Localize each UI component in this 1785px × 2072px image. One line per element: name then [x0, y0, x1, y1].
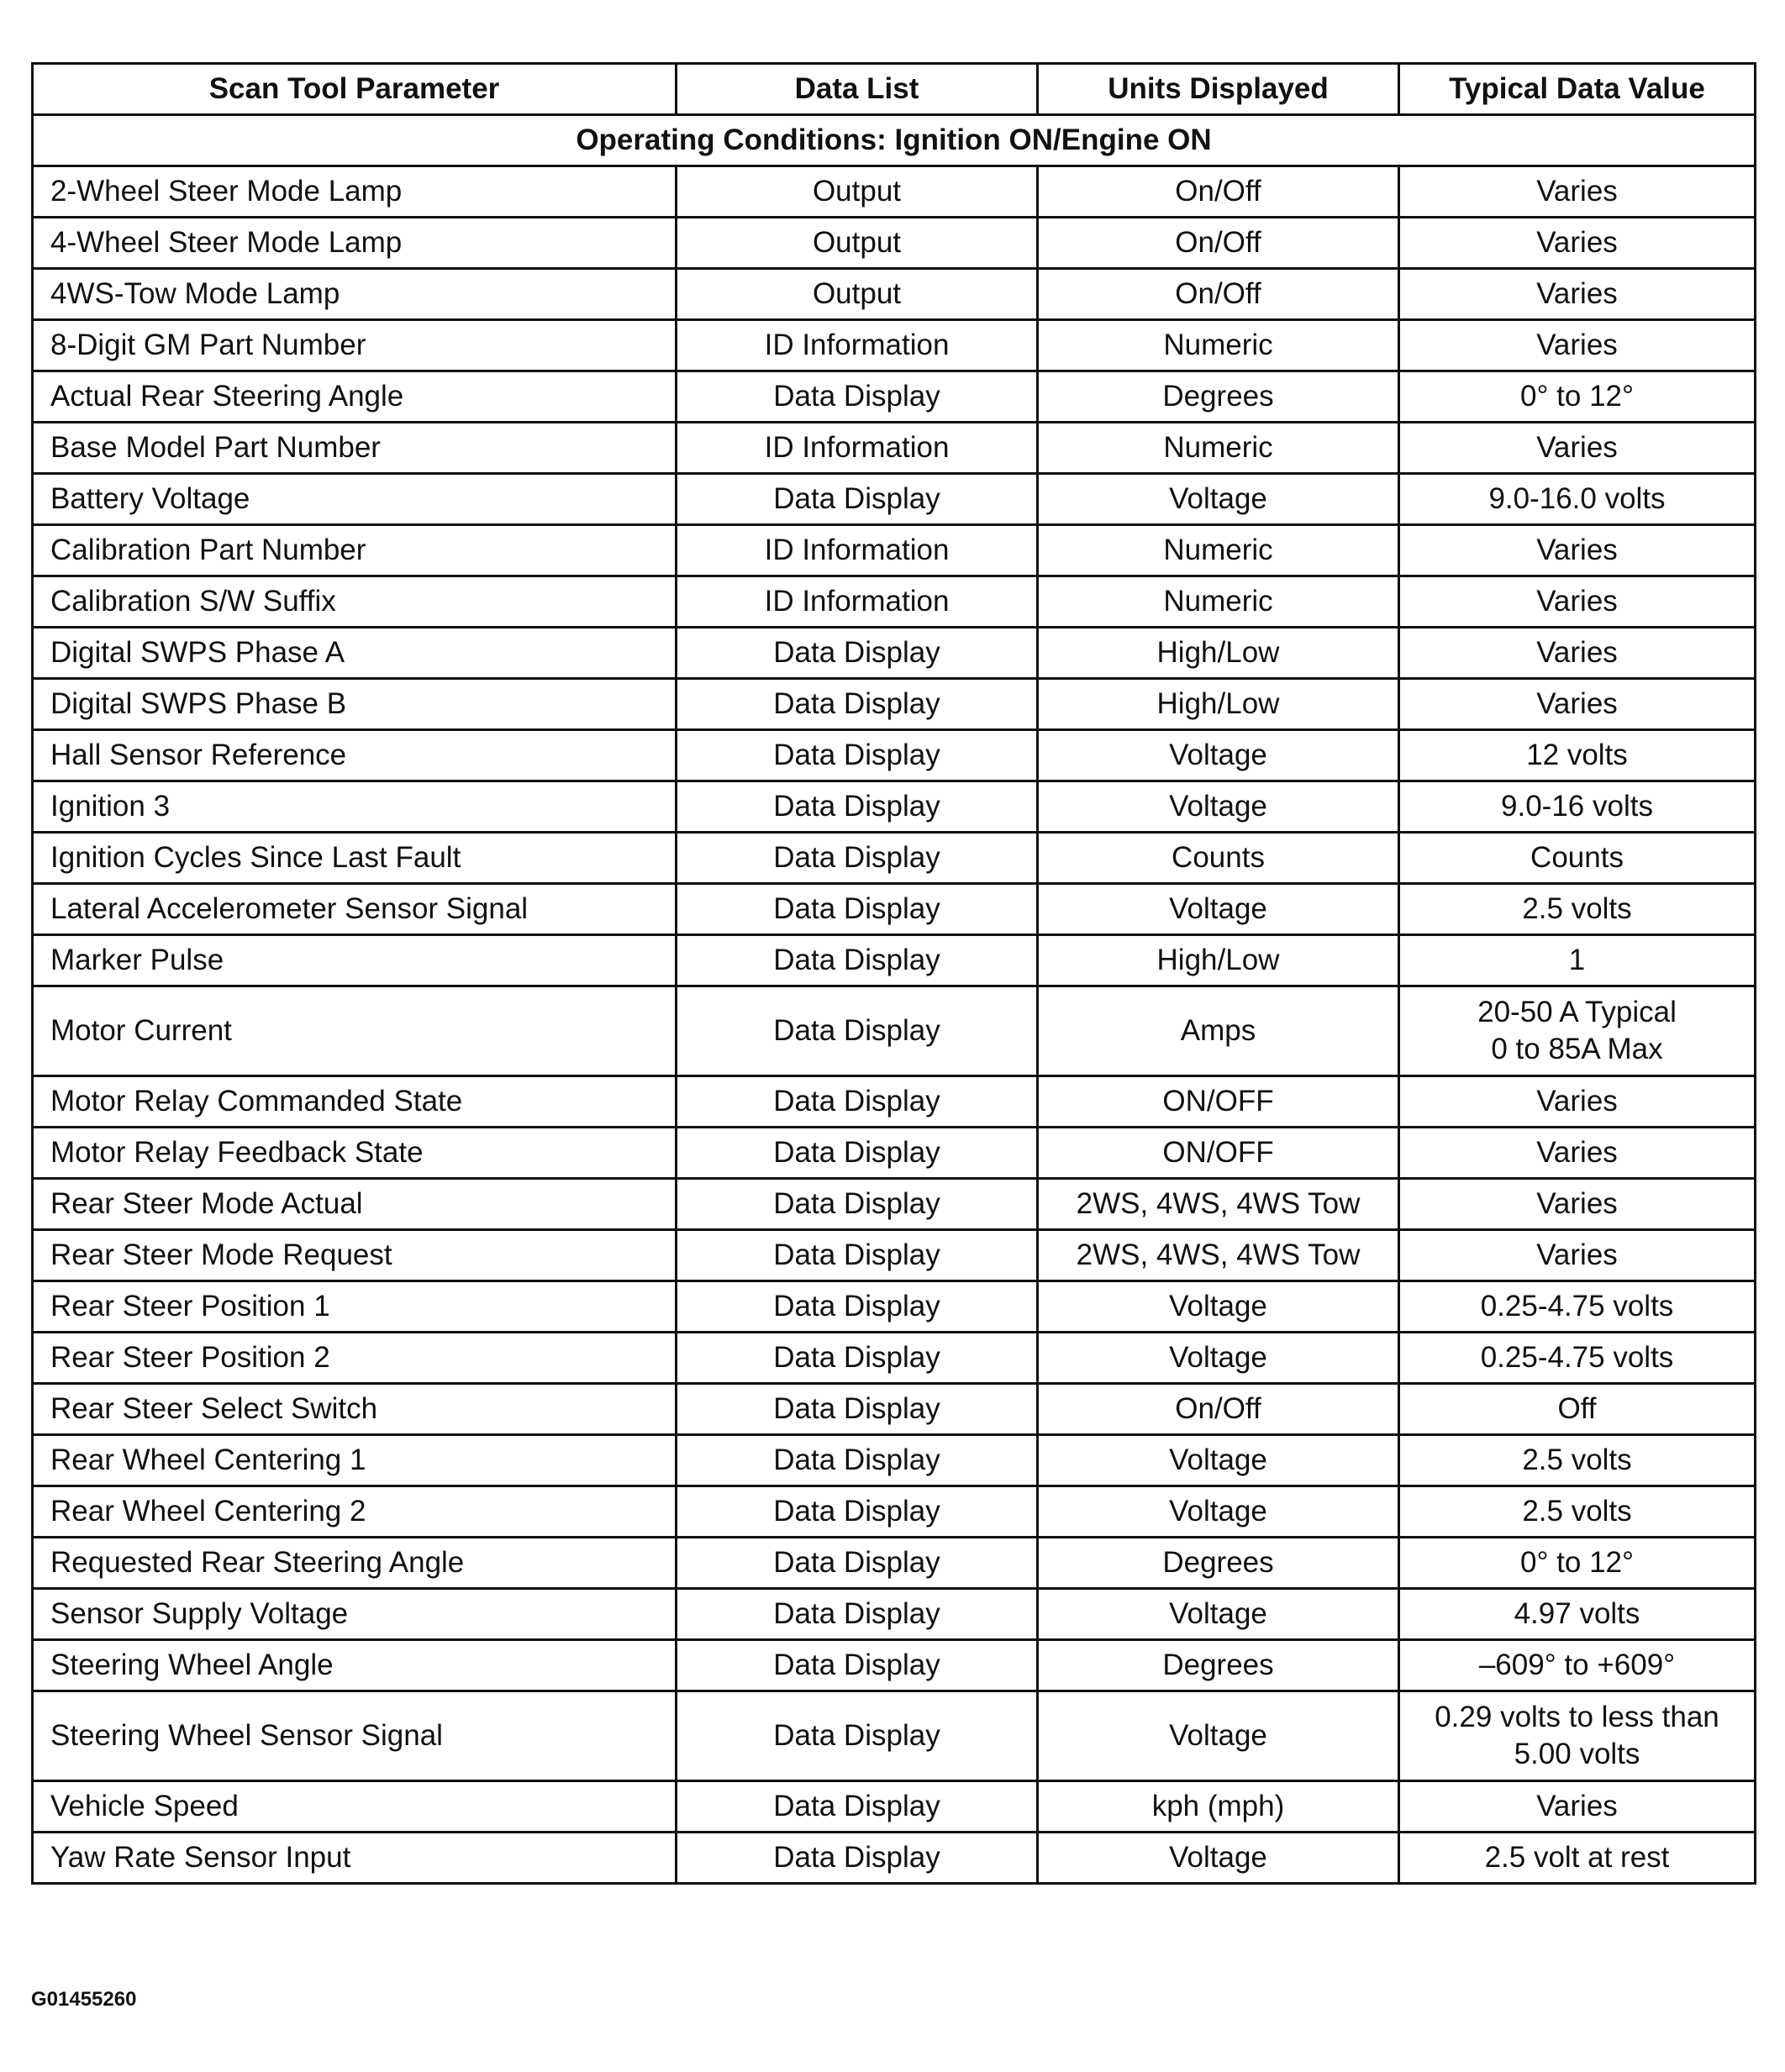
cell-units: Voltage [1038, 1281, 1399, 1333]
cell-typical-value [1399, 371, 1756, 423]
cell-parameter: Calibration Part Number [33, 525, 677, 576]
table-row [33, 1691, 1756, 1781]
table-row [33, 679, 1756, 730]
header-scan-tool-parameter: Scan Tool Parameter [33, 64, 677, 115]
cell-typical-value [1399, 1589, 1756, 1640]
cell-typical-value [1399, 1538, 1756, 1589]
cell-typical-value [1399, 1230, 1756, 1281]
cell-units: 2WS, 4WS, 4WS Tow [1038, 1230, 1399, 1281]
cell-data-list: Data Display [677, 781, 1038, 833]
cell-units: Numeric [1038, 525, 1399, 576]
figure-id: G01455260 [31, 1988, 137, 2011]
table-row [33, 935, 1756, 986]
cell-parameter: Hall Sensor Reference [33, 730, 677, 781]
cell-data-list: Data Display [677, 833, 1038, 884]
typical-value-line: Varies [1536, 1187, 1618, 1220]
cell-parameter: Sensor Supply Voltage [33, 1589, 677, 1640]
cell-data-list: Data Display [677, 1333, 1038, 1384]
cell-units: High/Low [1038, 679, 1399, 730]
typical-value-line: Varies [1536, 1790, 1618, 1822]
cell-data-list: Output [677, 166, 1038, 218]
cell-units: Amps [1038, 986, 1399, 1076]
cell-units: Voltage [1038, 474, 1399, 525]
cell-typical-value [1399, 1179, 1756, 1230]
cell-typical-value [1399, 320, 1756, 371]
table-row [33, 1538, 1756, 1589]
cell-typical-value [1399, 781, 1756, 833]
cell-data-list: Data Display [677, 1781, 1038, 1833]
cell-typical-value [1399, 884, 1756, 935]
cell-units: Numeric [1038, 423, 1399, 474]
cell-typical-value [1399, 423, 1756, 474]
cell-typical-value [1399, 166, 1756, 218]
cell-data-list: Data Display [677, 1281, 1038, 1333]
scan-tool-data-table [31, 62, 1756, 1885]
typical-value-line: Varies [1536, 1238, 1618, 1271]
table-row [33, 730, 1756, 781]
table-row [33, 833, 1756, 884]
cell-units: ON/OFF [1038, 1128, 1399, 1179]
typical-value-line: 1 [1568, 944, 1586, 976]
cell-parameter: Motor Relay Commanded State [33, 1076, 677, 1128]
cell-parameter: Base Model Part Number [33, 423, 677, 474]
cell-data-list: Data Display [677, 1486, 1038, 1538]
cell-typical-value [1399, 986, 1756, 1076]
cell-parameter: Marker Pulse [33, 935, 677, 986]
cell-data-list: Data Display [677, 1384, 1038, 1435]
table-row [33, 1179, 1756, 1230]
table-row [33, 986, 1756, 1076]
typical-value-line: –609° to +609° [1478, 1649, 1676, 1681]
table-row [33, 320, 1756, 371]
cell-typical-value [1399, 269, 1756, 320]
section-heading: Operating Conditions: Ignition ON/Engine ON [33, 115, 1756, 166]
typical-value-line: Varies [1536, 431, 1618, 464]
header-units-displayed: Units Displayed [1038, 64, 1399, 115]
cell-parameter: Actual Rear Steering Angle [33, 371, 677, 423]
cell-data-list: Output [677, 269, 1038, 320]
cell-parameter: Steering Wheel Angle [33, 1640, 677, 1691]
table-row [33, 269, 1756, 320]
table-row [33, 1486, 1756, 1538]
typical-value-line: Counts [1530, 841, 1624, 874]
typical-value-line: Varies [1536, 277, 1618, 310]
cell-parameter: 8-Digit GM Part Number [33, 320, 677, 371]
table-row [33, 1076, 1756, 1128]
table-row [33, 166, 1756, 218]
cell-parameter: Rear Wheel Centering 2 [33, 1486, 677, 1538]
table-row [33, 1333, 1756, 1384]
typical-value-line: 2.5 volts [1522, 1495, 1632, 1528]
typical-value-line: 12 volts [1526, 739, 1628, 771]
table-row [33, 423, 1756, 474]
cell-units: Voltage [1038, 781, 1399, 833]
section-row [33, 115, 1756, 166]
cell-parameter: Motor Relay Feedback State [33, 1128, 677, 1179]
cell-typical-value [1399, 1833, 1756, 1884]
cell-parameter: Vehicle Speed [33, 1781, 677, 1833]
typical-value-line: Varies [1536, 175, 1618, 208]
table-row [33, 1589, 1756, 1640]
cell-parameter: 2-Wheel Steer Mode Lamp [33, 166, 677, 218]
cell-parameter: 4-Wheel Steer Mode Lamp [33, 218, 677, 269]
cell-typical-value [1399, 730, 1756, 781]
cell-parameter: Rear Steer Mode Actual [33, 1179, 677, 1230]
cell-data-list: Data Display [677, 1230, 1038, 1281]
cell-units: On/Off [1038, 269, 1399, 320]
cell-typical-value [1399, 1281, 1756, 1333]
cell-parameter: Rear Steer Position 1 [33, 1281, 677, 1333]
cell-units: Voltage [1038, 1833, 1399, 1884]
cell-parameter: Digital SWPS Phase A [33, 628, 677, 679]
cell-data-list: Data Display [677, 1538, 1038, 1589]
typical-value-line: 20-50 A Typical [1477, 996, 1677, 1028]
cell-typical-value [1399, 628, 1756, 679]
cell-units: Voltage [1038, 730, 1399, 781]
cell-units: Voltage [1038, 1333, 1399, 1384]
typical-value-line: 2.5 volt at rest [1484, 1841, 1670, 1874]
cell-units: On/Off [1038, 166, 1399, 218]
cell-data-list: Data Display [677, 1076, 1038, 1128]
cell-units: Voltage [1038, 1435, 1399, 1486]
cell-data-list: Output [677, 218, 1038, 269]
cell-parameter: Calibration S/W Suffix [33, 576, 677, 628]
table-row [33, 1384, 1756, 1435]
typical-value-line: 9.0-16.0 volts [1488, 482, 1666, 515]
cell-typical-value [1399, 833, 1756, 884]
typical-value-line: Varies [1536, 1085, 1618, 1118]
table-row [33, 628, 1756, 679]
cell-typical-value [1399, 1691, 1756, 1781]
cell-data-list: Data Display [677, 1691, 1038, 1781]
cell-parameter: Rear Steer Mode Request [33, 1230, 677, 1281]
cell-units: Degrees [1038, 1538, 1399, 1589]
cell-data-list: Data Display [677, 1128, 1038, 1179]
cell-typical-value [1399, 1076, 1756, 1128]
table-row [33, 884, 1756, 935]
typical-value-line: 4.97 volts [1514, 1597, 1640, 1630]
cell-typical-value [1399, 1384, 1756, 1435]
cell-data-list: Data Display [677, 474, 1038, 525]
header-data-list: Data List [677, 64, 1038, 115]
cell-data-list: ID Information [677, 576, 1038, 628]
typical-value-line: Varies [1536, 226, 1618, 259]
table-row [33, 371, 1756, 423]
cell-parameter: Ignition 3 [33, 781, 677, 833]
cell-units: 2WS, 4WS, 4WS Tow [1038, 1179, 1399, 1230]
cell-data-list: Data Display [677, 884, 1038, 935]
typical-value-line: Varies [1536, 1136, 1618, 1169]
table-row [33, 1230, 1756, 1281]
table-row [33, 1640, 1756, 1691]
typical-value-line: Varies [1536, 636, 1618, 669]
typical-value-line: Varies [1536, 534, 1618, 566]
cell-typical-value [1399, 218, 1756, 269]
typical-value-line: 5.00 volts [1514, 1738, 1640, 1770]
cell-parameter: Rear Wheel Centering 1 [33, 1435, 677, 1486]
cell-data-list: Data Display [677, 679, 1038, 730]
cell-typical-value [1399, 1128, 1756, 1179]
table-row [33, 525, 1756, 576]
cell-parameter: Steering Wheel Sensor Signal [33, 1691, 677, 1781]
cell-typical-value [1399, 576, 1756, 628]
cell-data-list: Data Display [677, 1833, 1038, 1884]
cell-typical-value [1399, 1435, 1756, 1486]
typical-value-line: 0.25-4.75 volts [1480, 1341, 1674, 1374]
cell-parameter: Motor Current [33, 986, 677, 1076]
typical-value-line: 2.5 volts [1522, 892, 1632, 925]
cell-units: Voltage [1038, 1486, 1399, 1538]
cell-data-list: Data Display [677, 1179, 1038, 1230]
cell-data-list: Data Display [677, 628, 1038, 679]
cell-typical-value [1399, 474, 1756, 525]
cell-parameter: Lateral Accelerometer Sensor Signal [33, 884, 677, 935]
cell-parameter: Rear Steer Select Switch [33, 1384, 677, 1435]
typical-value-line: 0 to 85A Max [1491, 1033, 1663, 1065]
typical-value-line: 9.0-16 volts [1501, 790, 1653, 823]
cell-units: Counts [1038, 833, 1399, 884]
cell-units: High/Low [1038, 628, 1399, 679]
typical-value-line: 0.29 volts to less than [1435, 1701, 1719, 1733]
cell-units: On/Off [1038, 218, 1399, 269]
table-row [33, 474, 1756, 525]
cell-data-list: Data Display [677, 371, 1038, 423]
table-row [33, 1435, 1756, 1486]
table-row [33, 218, 1756, 269]
cell-units: Voltage [1038, 1589, 1399, 1640]
cell-units: Voltage [1038, 884, 1399, 935]
cell-data-list: ID Information [677, 423, 1038, 474]
cell-units: Voltage [1038, 1691, 1399, 1781]
cell-typical-value [1399, 1781, 1756, 1833]
cell-units: On/Off [1038, 1384, 1399, 1435]
typical-value-line: 0° to 12° [1519, 1546, 1635, 1579]
cell-typical-value [1399, 1640, 1756, 1691]
typical-value-line: Off [1557, 1392, 1597, 1425]
cell-parameter: 4WS-Tow Mode Lamp [33, 269, 677, 320]
table-row [33, 1833, 1756, 1884]
cell-typical-value [1399, 1486, 1756, 1538]
table-row [33, 781, 1756, 833]
cell-units: ON/OFF [1038, 1076, 1399, 1128]
cell-data-list: Data Display [677, 1435, 1038, 1486]
header-typical-data-value: Typical Data Value [1399, 64, 1756, 115]
cell-typical-value [1399, 679, 1756, 730]
typical-value-line: 0° to 12° [1519, 380, 1635, 413]
cell-typical-value [1399, 935, 1756, 986]
cell-data-list: Data Display [677, 1640, 1038, 1691]
cell-units: Numeric [1038, 320, 1399, 371]
cell-data-list: Data Display [677, 935, 1038, 986]
table-row [33, 576, 1756, 628]
table-row [33, 1128, 1756, 1179]
typical-value-line: Varies [1536, 687, 1618, 720]
cell-parameter: Rear Steer Position 2 [33, 1333, 677, 1384]
typical-value-line: Varies [1536, 329, 1618, 361]
cell-units: Degrees [1038, 371, 1399, 423]
cell-data-list: ID Information [677, 525, 1038, 576]
cell-parameter: Digital SWPS Phase B [33, 679, 677, 730]
table-row [33, 1781, 1756, 1833]
table-header [33, 64, 1756, 166]
cell-typical-value [1399, 525, 1756, 576]
table-row [33, 1281, 1756, 1333]
cell-parameter: Ignition Cycles Since Last Fault [33, 833, 677, 884]
table-body [33, 166, 1756, 1884]
cell-units: Degrees [1038, 1640, 1399, 1691]
cell-units: High/Low [1038, 935, 1399, 986]
cell-data-list: Data Display [677, 986, 1038, 1076]
typical-value-line: 2.5 volts [1522, 1444, 1632, 1476]
cell-data-list: Data Display [677, 1589, 1038, 1640]
cell-parameter: Battery Voltage [33, 474, 677, 525]
typical-value-line: 0.25-4.75 volts [1480, 1290, 1674, 1323]
header-row [33, 64, 1756, 115]
cell-data-list: Data Display [677, 730, 1038, 781]
cell-parameter: Requested Rear Steering Angle [33, 1538, 677, 1589]
cell-data-list: ID Information [677, 320, 1038, 371]
cell-parameter: Yaw Rate Sensor Input [33, 1833, 677, 1884]
cell-units: kph (mph) [1038, 1781, 1399, 1833]
cell-units: Numeric [1038, 576, 1399, 628]
typical-value-line: Varies [1536, 585, 1618, 618]
cell-typical-value [1399, 1333, 1756, 1384]
